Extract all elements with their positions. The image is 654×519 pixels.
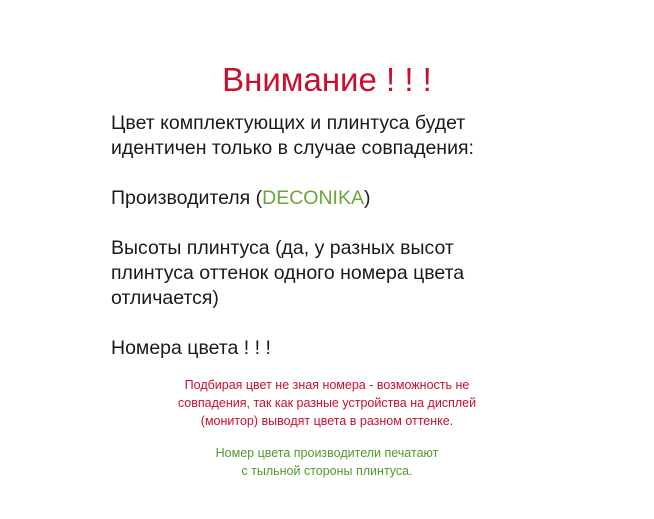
manufacturer-suffix: ) [363, 187, 371, 209]
main-text-block [111, 111, 631, 361]
height-line-3: отличается) [111, 287, 219, 309]
color-number-hint [0, 444, 654, 480]
warning-note-line-2: совпадения, так как разные устройства на дисплей [177, 396, 477, 410]
spacer [111, 211, 631, 236]
intro-line-1: Цвет комплектующих и плинтуса будет [111, 112, 466, 134]
color-mismatch-warning [0, 376, 654, 430]
manufacturer-line [111, 186, 631, 211]
manufacturer-prefix: Производителя ( [111, 187, 263, 209]
hint-line-2: с тыльной стороны плинтуса. [241, 464, 413, 478]
height-line-2: плинтуса оттенок одного номера цвета [111, 262, 465, 284]
spacer [111, 161, 631, 186]
warning-note-line-3: (монитор) выводят цвета в разном оттенке. [200, 414, 454, 428]
brand-name: DECONIKA [262, 187, 364, 209]
intro-line-2: идентичен только в случае совпадения: [111, 137, 474, 159]
warning-note-line-1: Подбирая цвет не зная номера - возможность не [184, 378, 470, 392]
spacer [111, 311, 631, 336]
height-line-1: Высоты плинтуса (да, у разных высот [111, 237, 454, 259]
hint-line-1: Номер цвета производители печатают [215, 446, 439, 460]
warning-title: Внимание ! ! ! [222, 61, 432, 98]
color-number-line: Номера цвета ! ! ! [111, 337, 271, 359]
